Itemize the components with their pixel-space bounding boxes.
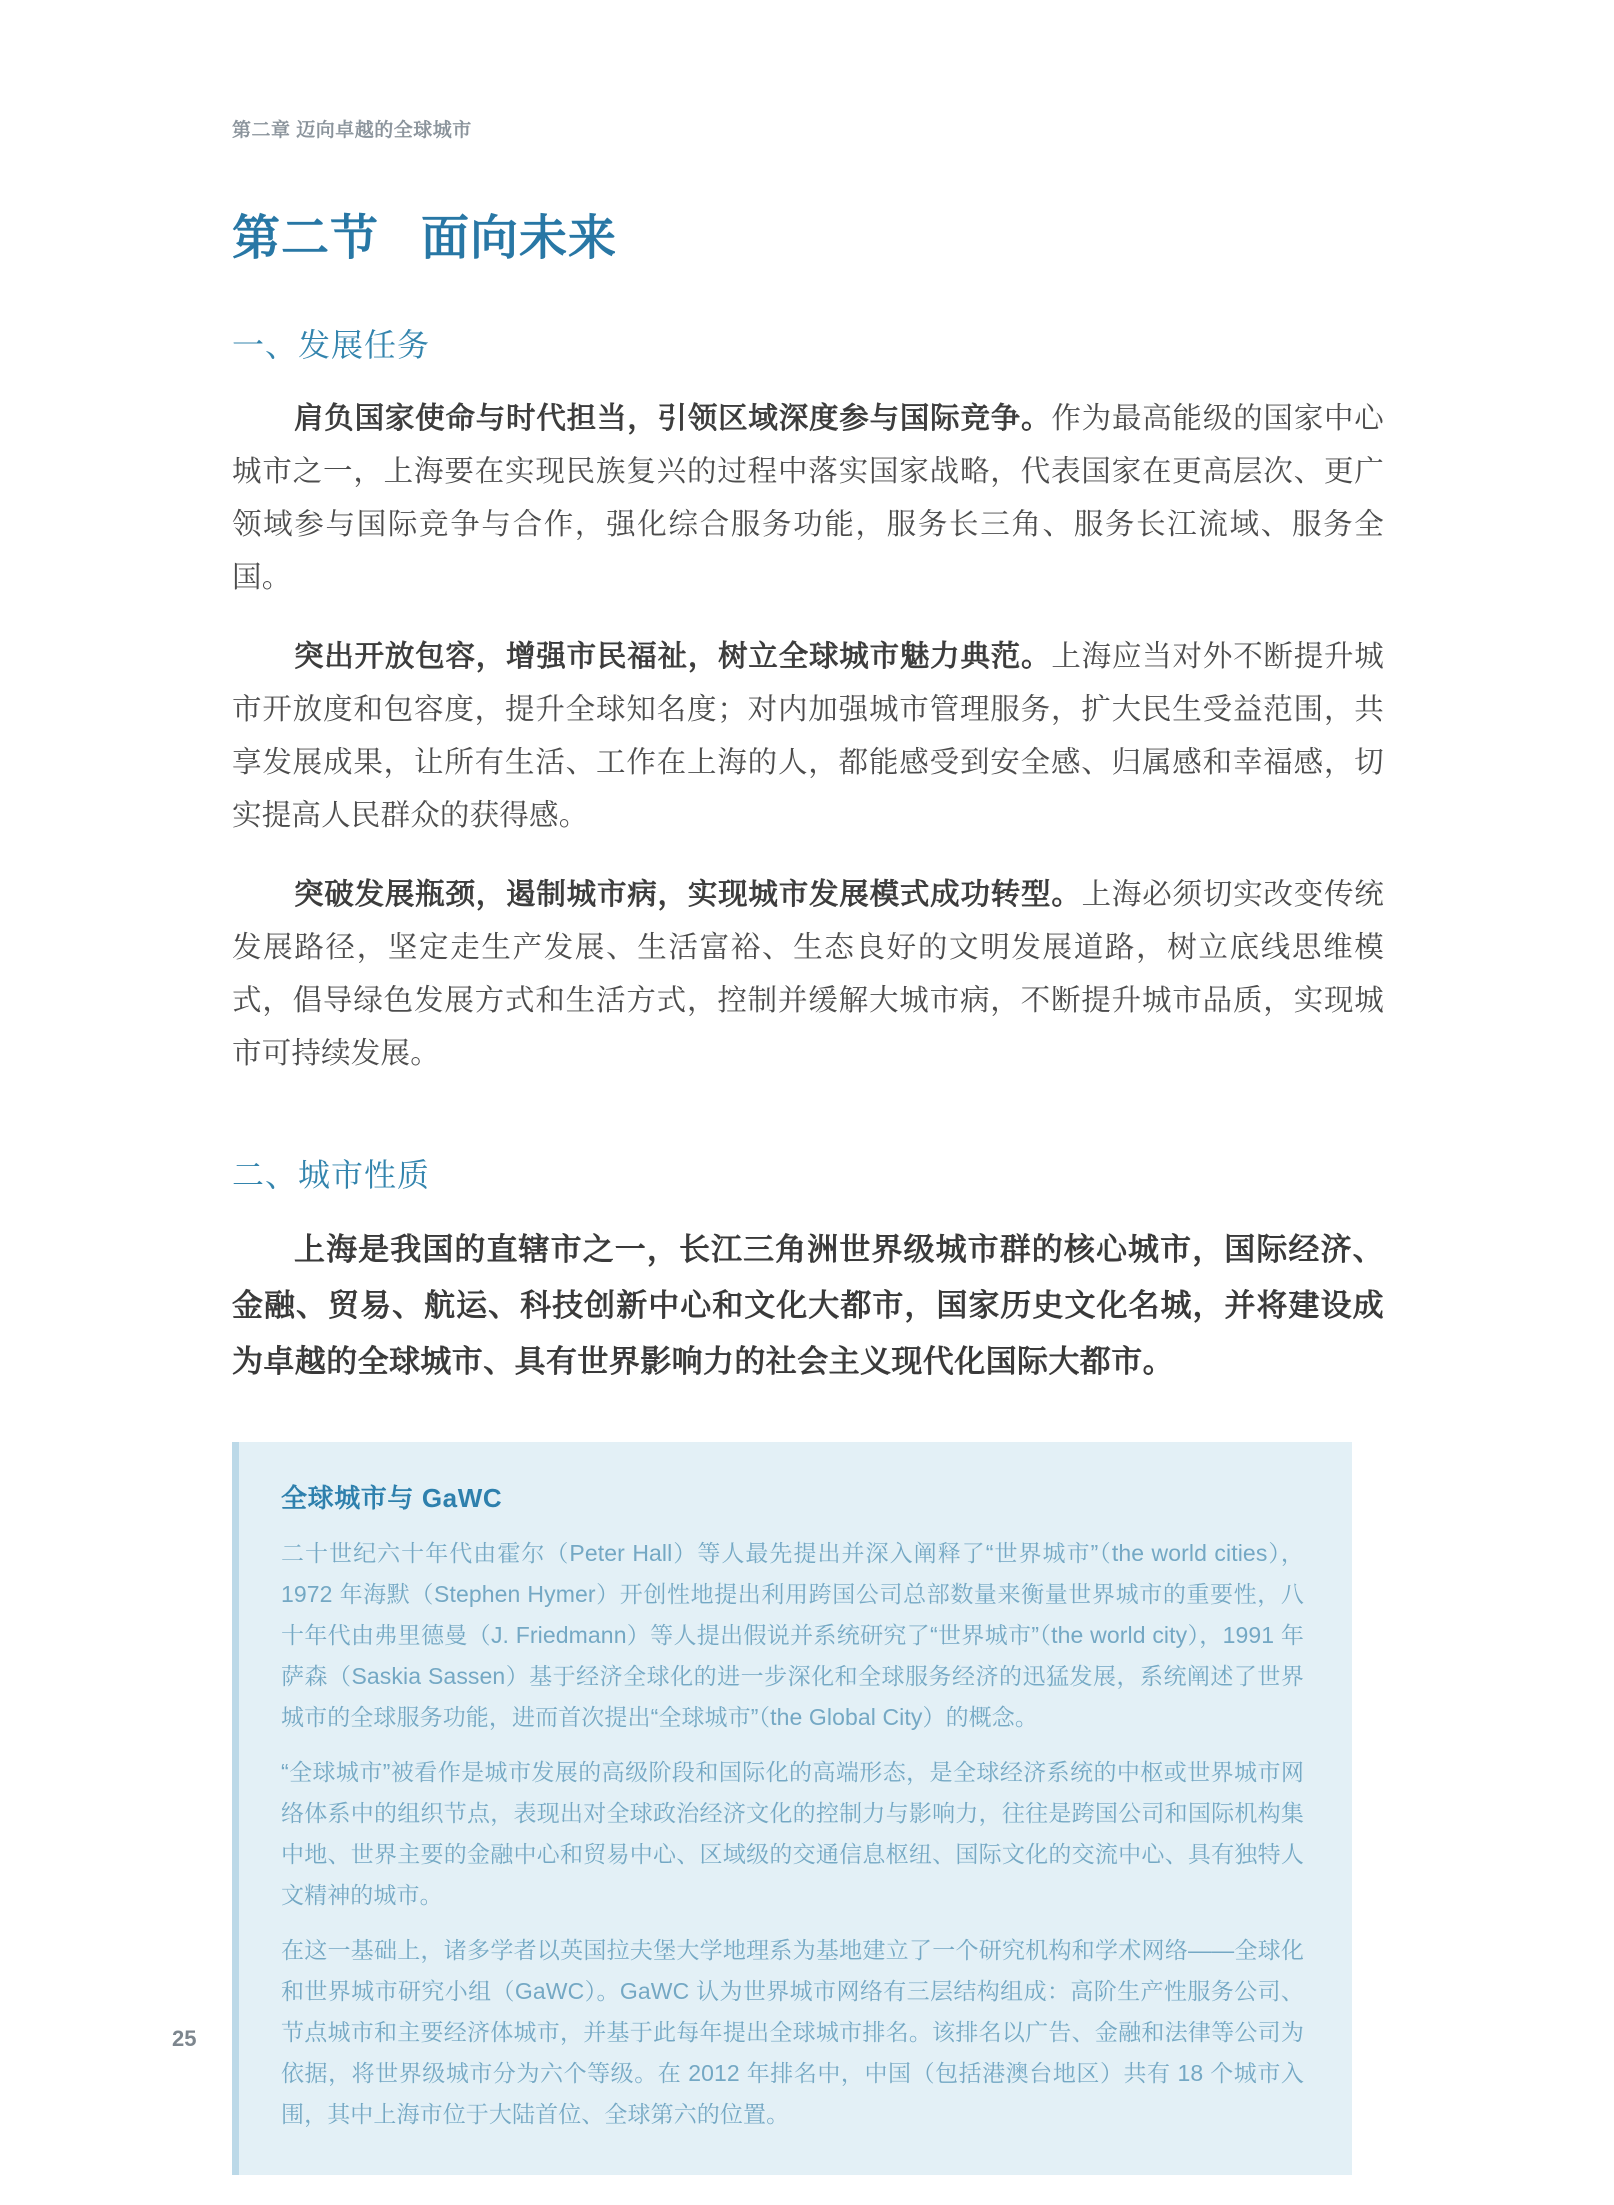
paragraph-text: 上海必须切实改变传统发展路径，坚定走生产发展、生活富裕、生态良好的文明发展道路，树立底线思维模式，倡导绿色发展方式和生活方式，控制并缓解大城市病，不断提升城市品质，实现城市可持续发展。 bbox=[232, 877, 1384, 1070]
info-box-title: 全球城市与 GaWC bbox=[281, 1483, 503, 1514]
page-number: 25 bbox=[172, 2026, 197, 2051]
section-title bbox=[232, 210, 1384, 268]
paragraph-lead: 突破发展瓶颈，遏制城市病，实现城市发展模式成功转型。 bbox=[294, 877, 1082, 911]
info-box-paragraph: 二十世纪六十年代由霍尔（Peter Hall）等人最先提出并深入阐释了“世界城市”（the world cities），1972 年海默（Stephen Hymer）开创性地提出利用跨国公司总部数量来衡量世界城市的重要性，八十年代由弗里德曼（J. Friedmann）等人提出假说并系统研究了“世界城市”（the world city），1991 年萨森（Saskia Sassen）基于经济全球化的进一步深化和全球服务经济的迅猛发展，系统阐述了世界城市的全球服务功能，进而首次提出“全球城市”（the Global City）的概念。 bbox=[281, 1540, 1304, 1731]
paragraph-text: 作为最高能级的国家中心城市之一，上海要在实现民族复兴的过程中落实国家战略，代表国家在更高层次、更广领域参与国际竞争与合作，强化综合服务功能，服务长三角、服务长江流域、服务全国。 bbox=[232, 401, 1384, 594]
running-header: 第二章 迈向卓越的全球城市 bbox=[232, 120, 472, 141]
subsection-heading-development-tasks: 一、发展任务 bbox=[232, 326, 431, 363]
info-box-global-city-gawc bbox=[232, 1442, 1352, 2175]
paragraph-break-bottleneck bbox=[232, 868, 1384, 1080]
paragraph-lead: 突出开放包容，增强市民福祉，树立全球城市魅力典范。 bbox=[294, 639, 1052, 673]
paragraph-city-nature-statement: 上海是我国的直辖市之一，长江三角洲世界级城市群的核心城市，国际经济、金融、贸易、航运、科技创新中心和文化大都市，国家历史文化名城，并将建设成为卓越的全球城市、具有世界影响力的社会主义现代化国际大都市。 bbox=[232, 1232, 1384, 1380]
section-number: 第二节 bbox=[232, 212, 380, 265]
paragraph-development-mission bbox=[232, 392, 1384, 604]
section-title-text: 面向未来 bbox=[421, 212, 618, 265]
info-box-paragraph: 在这一基础上，诸多学者以英国拉夫堡大学地理系为基地建立了一个研究机构和学术网络——全球化和世界城市研究小组（GaWC）。GaWC 认为世界城市网络有三层结构组成：高阶生产性服务公司、节点城市和主要经济体城市，并基于此每年提出全球城市排名。该排名以广告、金融和法律等公司为依据，将世界级城市分为六个等级。在 2012 年排名中，中国（包括港澳台地区）共有 18 个城市入围，其中上海市位于大陆首位、全球第六的位置。 bbox=[281, 1937, 1304, 2128]
page-content bbox=[232, 210, 1384, 2175]
paragraph-lead: 肩负国家使命与时代担当，引领区域深度参与国际竞争。 bbox=[294, 401, 1052, 435]
subsection-heading-city-nature: 二、城市性质 bbox=[232, 1156, 431, 1193]
paragraph-text: 上海应当对外不断提升城市开放度和包容度，提升全球知名度；对内加强城市管理服务，扩大民生受益范围，共享发展成果，让所有生活、工作在上海的人，都能感受到安全感、归属感和幸福感，切实提高人民群众的获得感。 bbox=[232, 639, 1384, 832]
paragraph-openness-inclusion bbox=[232, 630, 1384, 842]
info-box-paragraph: “全球城市”被看作是城市发展的高级阶段和国际化的高端形态，是全球经济系统的中枢或世界城市网络体系中的组织节点，表现出对全球政治经济文化的控制力与影响力，往往是跨国公司和国际机构集中地、世界主要的金融中心和贸易中心、区域级的交通信息枢纽、国际文化的交流中心、具有独特人文精神的城市。 bbox=[281, 1759, 1304, 1909]
